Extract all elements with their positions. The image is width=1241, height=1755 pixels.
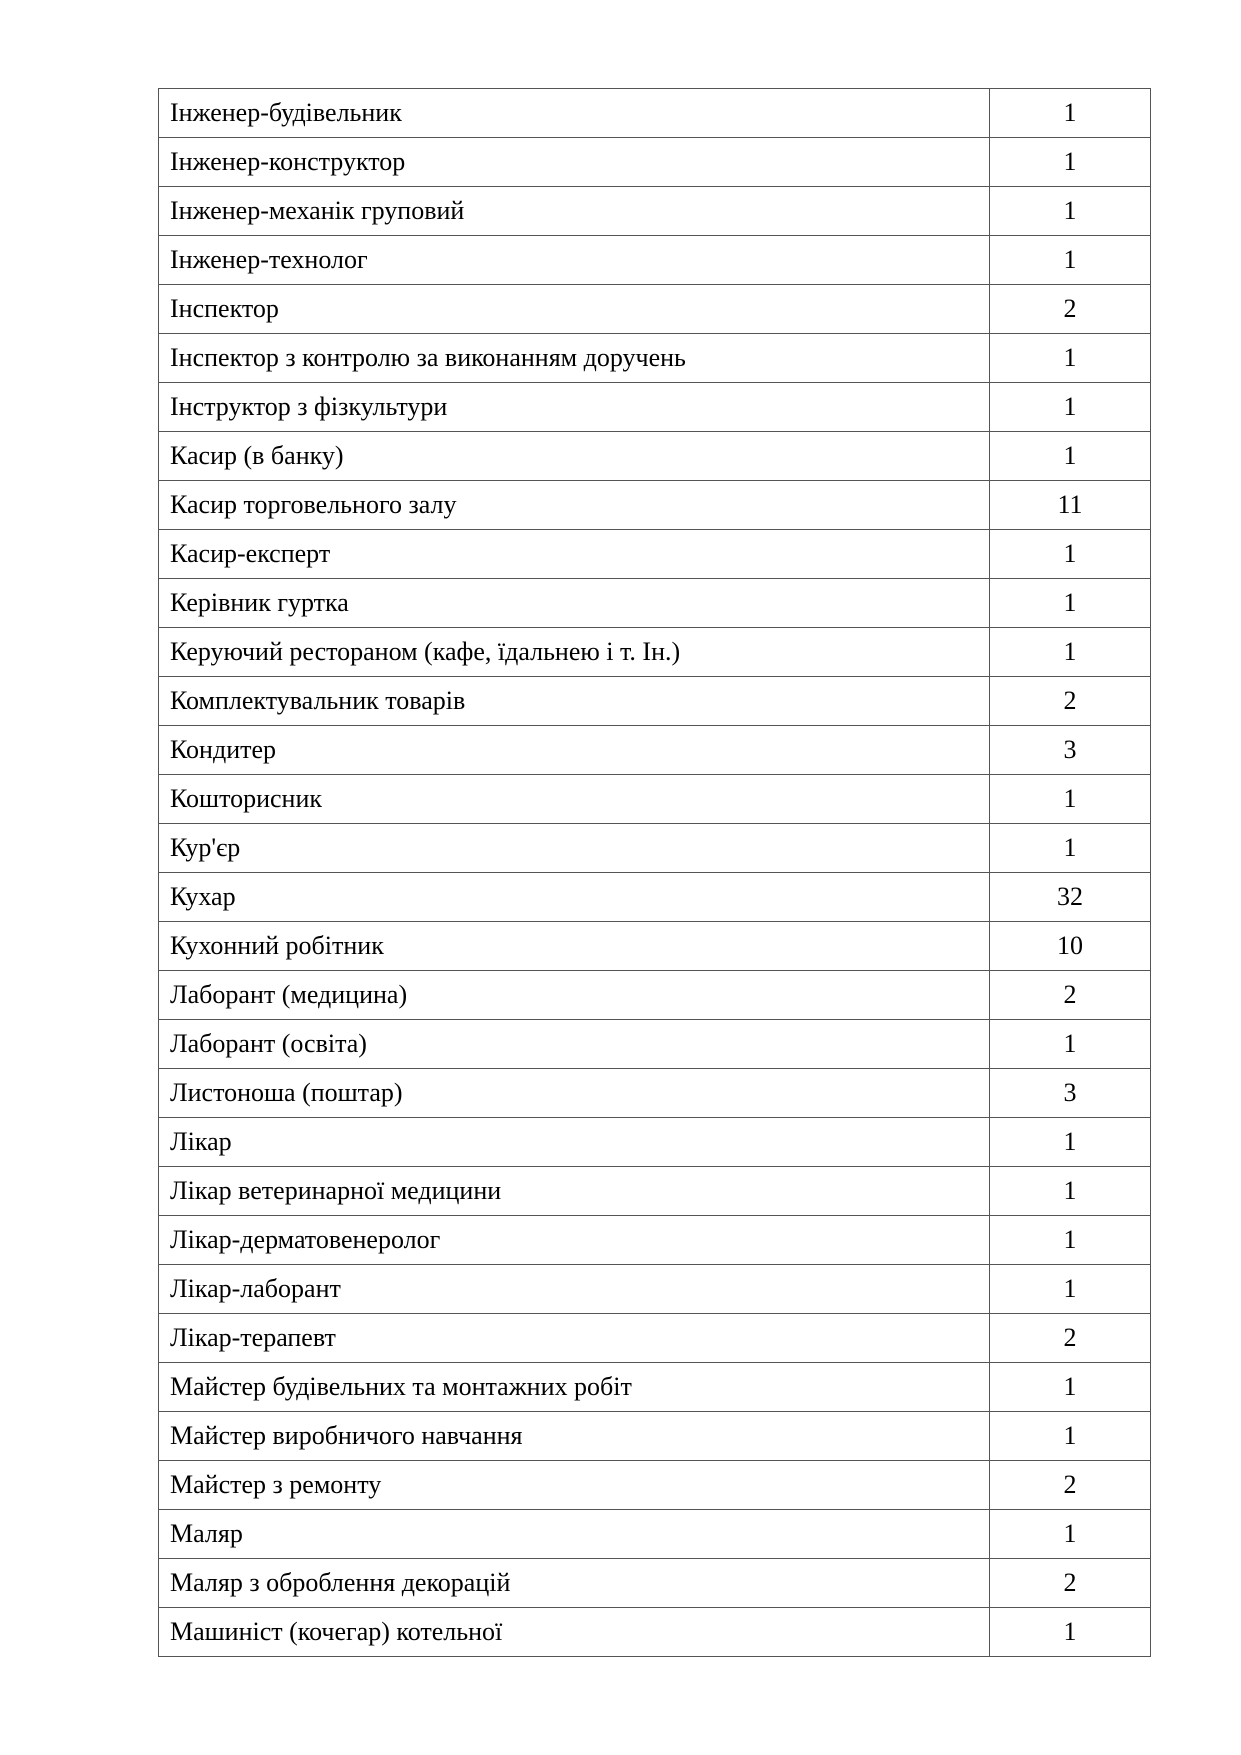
position-count-cell: 1: [990, 138, 1151, 187]
occupation-name-cell: Машиніст (кочегар) котельної: [159, 1608, 990, 1657]
table-row: [159, 1265, 1151, 1314]
position-count-cell: 2: [990, 285, 1151, 334]
position-count-cell: 1: [990, 432, 1151, 481]
position-count-cell: 1: [990, 89, 1151, 138]
position-count-cell: 1: [990, 187, 1151, 236]
occupation-name-cell: Інженер-будівельник: [159, 89, 990, 138]
table-row: [159, 236, 1151, 285]
occupation-name-cell: Майстер з ремонту: [159, 1461, 990, 1510]
occupation-name-cell: Комплектувальник товарів: [159, 677, 990, 726]
position-count-cell: 2: [990, 1314, 1151, 1363]
table-row: [159, 1314, 1151, 1363]
table-row: [159, 922, 1151, 971]
occupation-name-cell: Кошторисник: [159, 775, 990, 824]
position-count-cell: 1: [990, 824, 1151, 873]
occupation-name-cell: Касир (в банку): [159, 432, 990, 481]
table-row: [159, 1363, 1151, 1412]
position-count-cell: 1: [990, 530, 1151, 579]
occupation-table-body: [159, 89, 1151, 1657]
occupation-name-cell: Керівник гуртка: [159, 579, 990, 628]
occupation-name-cell: Інспектор з контролю за виконанням доручень: [159, 334, 990, 383]
table-row: [159, 1020, 1151, 1069]
table-row: [159, 530, 1151, 579]
occupation-name-cell: Керуючий рестораном (кафе, їдальнею і т. Ін.): [159, 628, 990, 677]
table-row: [159, 285, 1151, 334]
table-row: [159, 383, 1151, 432]
position-count-cell: 3: [990, 1069, 1151, 1118]
position-count-cell: 11: [990, 481, 1151, 530]
occupation-name-cell: Інженер-технолог: [159, 236, 990, 285]
position-count-cell: 1: [990, 1608, 1151, 1657]
table-row: [159, 628, 1151, 677]
position-count-cell: 1: [990, 1020, 1151, 1069]
table-row: [159, 1167, 1151, 1216]
occupation-name-cell: Касир торговельного залу: [159, 481, 990, 530]
position-count-cell: 1: [990, 628, 1151, 677]
occupation-name-cell: Маляр з оброблення декорацій: [159, 1559, 990, 1608]
occupation-name-cell: Лаборант (освіта): [159, 1020, 990, 1069]
occupation-name-cell: Інструктор з фізкультури: [159, 383, 990, 432]
table-row: [159, 726, 1151, 775]
occupation-name-cell: Маляр: [159, 1510, 990, 1559]
position-count-cell: 1: [990, 1216, 1151, 1265]
table-row: [159, 1608, 1151, 1657]
position-count-cell: 3: [990, 726, 1151, 775]
table-row: [159, 89, 1151, 138]
occupation-name-cell: Майстер виробничого навчання: [159, 1412, 990, 1461]
occupation-name-cell: Касир-експерт: [159, 530, 990, 579]
position-count-cell: 1: [990, 579, 1151, 628]
table-row: [159, 334, 1151, 383]
table-row: [159, 971, 1151, 1020]
occupation-name-cell: Лікар-дерматовенеролог: [159, 1216, 990, 1265]
position-count-cell: 1: [990, 383, 1151, 432]
occupation-name-cell: Лікар-терапевт: [159, 1314, 990, 1363]
table-row: [159, 873, 1151, 922]
position-count-cell: 1: [990, 1363, 1151, 1412]
table-row: [159, 187, 1151, 236]
table-row: [159, 481, 1151, 530]
table-row: [159, 138, 1151, 187]
table-row: [159, 1069, 1151, 1118]
table-row: [159, 1461, 1151, 1510]
table-row: [159, 432, 1151, 481]
position-count-cell: 1: [990, 1412, 1151, 1461]
position-count-cell: 2: [990, 971, 1151, 1020]
occupation-name-cell: Кухар: [159, 873, 990, 922]
table-row: [159, 1118, 1151, 1167]
occupation-name-cell: Лікар ветеринарної медицини: [159, 1167, 990, 1216]
occupation-table: [158, 88, 1151, 1657]
table-row: [159, 1412, 1151, 1461]
position-count-cell: 1: [990, 1118, 1151, 1167]
position-count-cell: 2: [990, 677, 1151, 726]
occupation-name-cell: Кондитер: [159, 726, 990, 775]
occupation-name-cell: Лікар-лаборант: [159, 1265, 990, 1314]
occupation-name-cell: Інженер-конструктор: [159, 138, 990, 187]
occupation-name-cell: Кухонний робітник: [159, 922, 990, 971]
occupation-name-cell: Інженер-механік груповий: [159, 187, 990, 236]
table-row: [159, 579, 1151, 628]
occupation-name-cell: Кур'єр: [159, 824, 990, 873]
position-count-cell: 2: [990, 1461, 1151, 1510]
table-row: [159, 1510, 1151, 1559]
occupation-name-cell: Інспектор: [159, 285, 990, 334]
position-count-cell: 2: [990, 1559, 1151, 1608]
table-row: [159, 775, 1151, 824]
position-count-cell: 1: [990, 1510, 1151, 1559]
position-count-cell: 1: [990, 1265, 1151, 1314]
position-count-cell: 1: [990, 334, 1151, 383]
occupation-name-cell: Лікар: [159, 1118, 990, 1167]
table-row: [159, 1216, 1151, 1265]
occupation-name-cell: Листоноша (поштар): [159, 1069, 990, 1118]
position-count-cell: 1: [990, 775, 1151, 824]
occupation-name-cell: Майстер будівельних та монтажних робіт: [159, 1363, 990, 1412]
table-row: [159, 677, 1151, 726]
position-count-cell: 1: [990, 1167, 1151, 1216]
position-count-cell: 1: [990, 236, 1151, 285]
table-row: [159, 1559, 1151, 1608]
occupation-name-cell: Лаборант (медицина): [159, 971, 990, 1020]
position-count-cell: 32: [990, 873, 1151, 922]
position-count-cell: 10: [990, 922, 1151, 971]
table-row: [159, 824, 1151, 873]
